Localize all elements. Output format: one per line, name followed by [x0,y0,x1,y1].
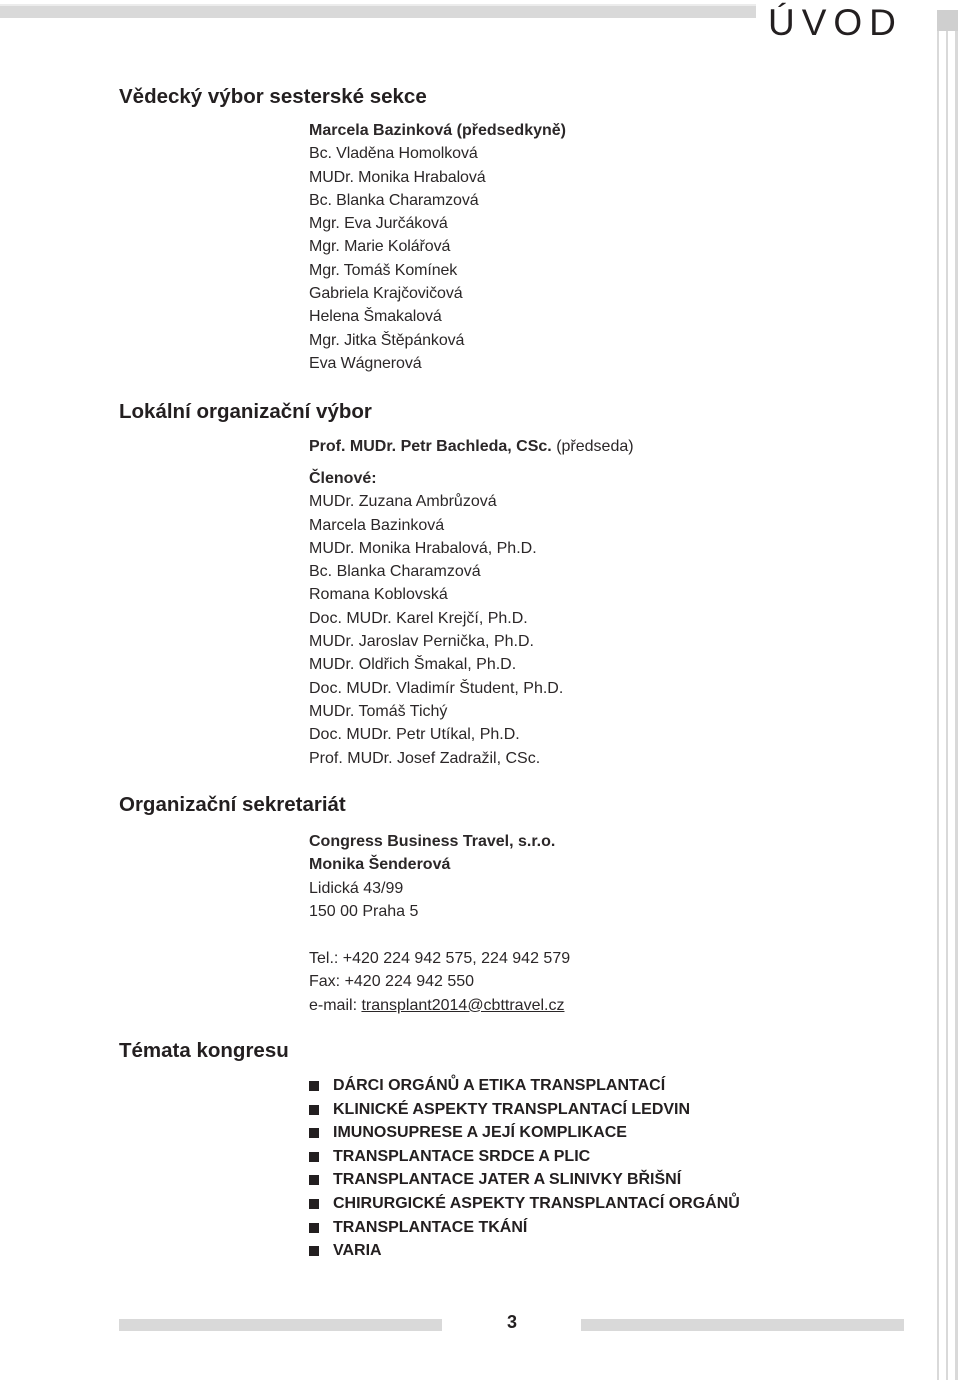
committee-member: Helena Šmakalová [309,308,442,326]
square-bullet-icon [309,1175,319,1185]
committee-member: Doc. MUDr. Vladimír Študent, Ph.D. [309,679,564,697]
square-bullet-icon [309,1199,319,1209]
secretariat-tel: Tel.: +420 224 942 575, 224 942 579 [309,950,571,967]
header-rule [0,6,756,18]
topic-item: TRANSPLANTACE SRDCE A PLIC [309,1145,740,1169]
scientific-committee-list [309,119,566,375]
topic-item: TRANSPLANTACE TKÁNÍ [309,1216,740,1240]
topic-item: KLINICKÉ ASPEKTY TRANSPLANTACÍ LEDVIN [309,1098,740,1122]
header-corner-square [937,10,958,31]
committee-member: Mgr. Eva Jurčáková [309,215,448,233]
committee-member: Mgr. Marie Kolářová [309,238,451,256]
square-bullet-icon [309,1223,319,1233]
email-link[interactable]: transplant2014@cbttravel.cz [361,996,565,1014]
topics-title: Témata kongresu [119,1039,289,1062]
email-label: e-mail: [309,996,362,1014]
committee-member: MUDr. Oldřich Šmakal, Ph.D. [309,656,517,674]
local-committee-chair-role: (předseda) [556,438,634,455]
committee-member: MUDr. Monika Hrabalová, Ph.D. [309,539,537,557]
topic-item: DÁRCI ORGÁNŮ A ETIKA TRANSPLANTACÍ [309,1074,740,1098]
topic-item: IMUNOSUPRESE A JEJÍ KOMPLIKACE [309,1121,740,1145]
secretariat-title: Organizační sekretariát [119,793,346,816]
topic-item: VARIA [309,1239,740,1263]
secretariat-contact: Monika Šenderová [309,856,451,874]
topic-item: TRANSPLANTACE JATER A SLINIVKY BŘIŠNÍ [309,1168,740,1192]
footer-rule-right [581,1319,904,1331]
footer-rule-left [119,1319,442,1331]
committee-member: Prof. MUDr. Josef Zadražil, CSc. [309,749,541,767]
committee-member: Doc. MUDr. Petr Utíkal, Ph.D. [309,726,520,744]
square-bullet-icon [309,1128,319,1138]
committee-member: MUDr. Monika Hrabalová [309,168,486,186]
committee-member: Mgr. Tomáš Komínek [309,261,458,279]
committee-member: Gabriela Krajčovičová [309,285,463,303]
secretariat-city: 150 00 Praha 5 [309,902,419,920]
committee-member: Marcela Bazinková [309,516,445,534]
committee-member: Romana Koblovská [309,586,448,604]
committee-member: Bc. Blanka Charamzová [309,563,481,581]
local-committee-list [309,467,563,770]
committee-member: Eva Wágnerová [309,354,422,372]
committee-member: MUDr. Zuzana Ambrůzová [309,493,497,511]
committee-member: Bc. Blanka Charamzová [309,191,479,209]
secretariat-company: Congress Business Travel, s.r.o. [309,833,556,850]
side-rule [955,31,958,1380]
square-bullet-icon [309,1152,319,1162]
committee-member: MUDr. Tomáš Tichý [309,702,448,720]
secretariat-fax: Fax: +420 224 942 550 [309,973,475,991]
topics-list [309,1074,740,1263]
local-committee-chair: Prof. MUDr. Petr Bachleda, CSc. [309,438,552,455]
side-rule [946,31,948,1380]
local-committee-title: Lokální organizační výbor [119,400,372,423]
topic-item: CHIRURGICKÉ ASPEKTY TRANSPLANTACÍ ORGÁNŮ [309,1192,740,1216]
members-label: Členové: [309,470,377,487]
local-committee-chair-row [309,435,634,458]
page-number: 3 [506,1312,517,1332]
secretariat-address [309,830,555,923]
committee-member: Bc. Vladěna Homolková [309,145,478,163]
committee-member: MUDr. Jaroslav Pernička, Ph.D. [309,633,534,651]
committee-member: Mgr. Jitka Štěpánková [309,331,465,349]
section-heading: ÚVOD [768,2,903,43]
square-bullet-icon [309,1081,319,1091]
committee-member: Doc. MUDr. Karel Krejčí, Ph.D. [309,609,528,627]
scientific-committee-title: Vědecký výbor sesterské sekce [119,85,427,108]
secretariat-contacts [309,947,570,1017]
square-bullet-icon [309,1105,319,1115]
secretariat-street: Lidická 43/99 [309,879,404,897]
committee-chair: Marcela Bazinková (předsedkyně) [309,122,566,139]
square-bullet-icon [309,1246,319,1256]
side-rule [937,31,939,1380]
